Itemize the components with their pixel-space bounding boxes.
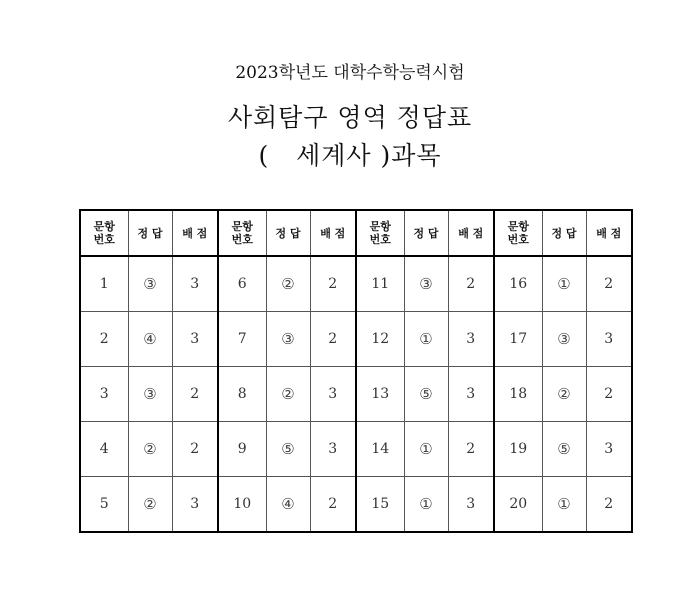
correct-answer: ① [542, 477, 586, 533]
header-question-number [218, 210, 266, 256]
table-row [80, 256, 632, 312]
question-number: 1 [80, 256, 128, 312]
points-value: 3 [172, 312, 218, 367]
question-number: 17 [494, 312, 542, 367]
question-number: 14 [356, 422, 404, 477]
points-value: 3 [448, 477, 494, 533]
question-number: 12 [356, 312, 404, 367]
question-number: 5 [80, 477, 128, 533]
header-answer: 정 답 [404, 210, 448, 256]
points-value: 2 [310, 312, 356, 367]
header-points: 배 점 [586, 210, 632, 256]
table-row [80, 367, 632, 422]
points-value: 3 [586, 422, 632, 477]
subject-name: 세계사 [296, 141, 372, 170]
question-number: 9 [218, 422, 266, 477]
correct-answer: ① [404, 312, 448, 367]
question-number: 13 [356, 367, 404, 422]
table-row [80, 422, 632, 477]
header-number-line2: 번호 [369, 233, 391, 246]
question-number: 4 [80, 422, 128, 477]
points-value: 2 [172, 367, 218, 422]
header-points: 배 점 [310, 210, 356, 256]
header-answer: 정 답 [542, 210, 586, 256]
correct-answer: ⑤ [404, 367, 448, 422]
header-answer: 정 답 [266, 210, 310, 256]
table-body [80, 256, 632, 532]
header-question-number [80, 210, 128, 256]
points-value: 2 [448, 422, 494, 477]
question-number: 16 [494, 256, 542, 312]
correct-answer: ① [542, 256, 586, 312]
question-number: 8 [218, 367, 266, 422]
question-number: 6 [218, 256, 266, 312]
subject-suffix: )과목 [380, 141, 442, 170]
table-row [80, 477, 632, 533]
points-value: 3 [448, 367, 494, 422]
correct-answer: ⑤ [542, 422, 586, 477]
points-value: 3 [172, 256, 218, 312]
subject-open-paren: ( [258, 141, 270, 170]
exam-year-title: 2023학년도 대학수학능력시험 [235, 63, 465, 83]
correct-answer: ⑤ [266, 422, 310, 477]
header-number-line2: 번호 [231, 233, 253, 246]
correct-answer: ① [404, 477, 448, 533]
answer-key-table [79, 209, 633, 533]
question-number: 15 [356, 477, 404, 533]
header-number-line1: 문항 [93, 220, 115, 233]
question-number: 7 [218, 312, 266, 367]
question-number: 20 [494, 477, 542, 533]
correct-answer: ② [266, 256, 310, 312]
correct-answer: ② [266, 367, 310, 422]
question-number: 2 [80, 312, 128, 367]
correct-answer: ④ [128, 312, 172, 367]
question-number: 19 [494, 422, 542, 477]
points-value: 2 [448, 256, 494, 312]
correct-answer: ③ [542, 312, 586, 367]
question-number: 10 [218, 477, 266, 533]
correct-answer: ④ [266, 477, 310, 533]
points-value: 2 [586, 477, 632, 533]
header-number-line1: 문항 [231, 220, 253, 233]
header-number-line2: 번호 [507, 233, 529, 246]
header-question-number [494, 210, 542, 256]
correct-answer: ③ [128, 367, 172, 422]
table-row [80, 312, 632, 367]
header-points: 배 점 [172, 210, 218, 256]
points-value: 2 [310, 256, 356, 312]
correct-answer: ③ [266, 312, 310, 367]
points-value: 2 [310, 477, 356, 533]
correct-answer: ② [128, 422, 172, 477]
points-value: 3 [586, 312, 632, 367]
correct-answer: ① [404, 422, 448, 477]
correct-answer: ③ [404, 256, 448, 312]
points-value: 2 [586, 256, 632, 312]
correct-answer: ③ [128, 256, 172, 312]
correct-answer: ② [128, 477, 172, 533]
points-value: 3 [310, 422, 356, 477]
correct-answer: ② [542, 367, 586, 422]
subject-line [0, 136, 700, 172]
table-header-row [80, 210, 632, 256]
points-value: 2 [586, 367, 632, 422]
points-value: 2 [172, 422, 218, 477]
points-value: 3 [448, 312, 494, 367]
header-answer: 정 답 [128, 210, 172, 256]
header-question-number [356, 210, 404, 256]
header-number-line1: 문항 [369, 220, 391, 233]
header-number-line2: 번호 [93, 233, 115, 246]
question-number: 11 [356, 256, 404, 312]
question-number: 18 [494, 367, 542, 422]
page-title: 사회탐구 영역 정답표 [227, 103, 473, 132]
points-value: 3 [172, 477, 218, 533]
header-number-line1: 문항 [507, 220, 529, 233]
points-value: 3 [310, 367, 356, 422]
header-points: 배 점 [448, 210, 494, 256]
question-number: 3 [80, 367, 128, 422]
